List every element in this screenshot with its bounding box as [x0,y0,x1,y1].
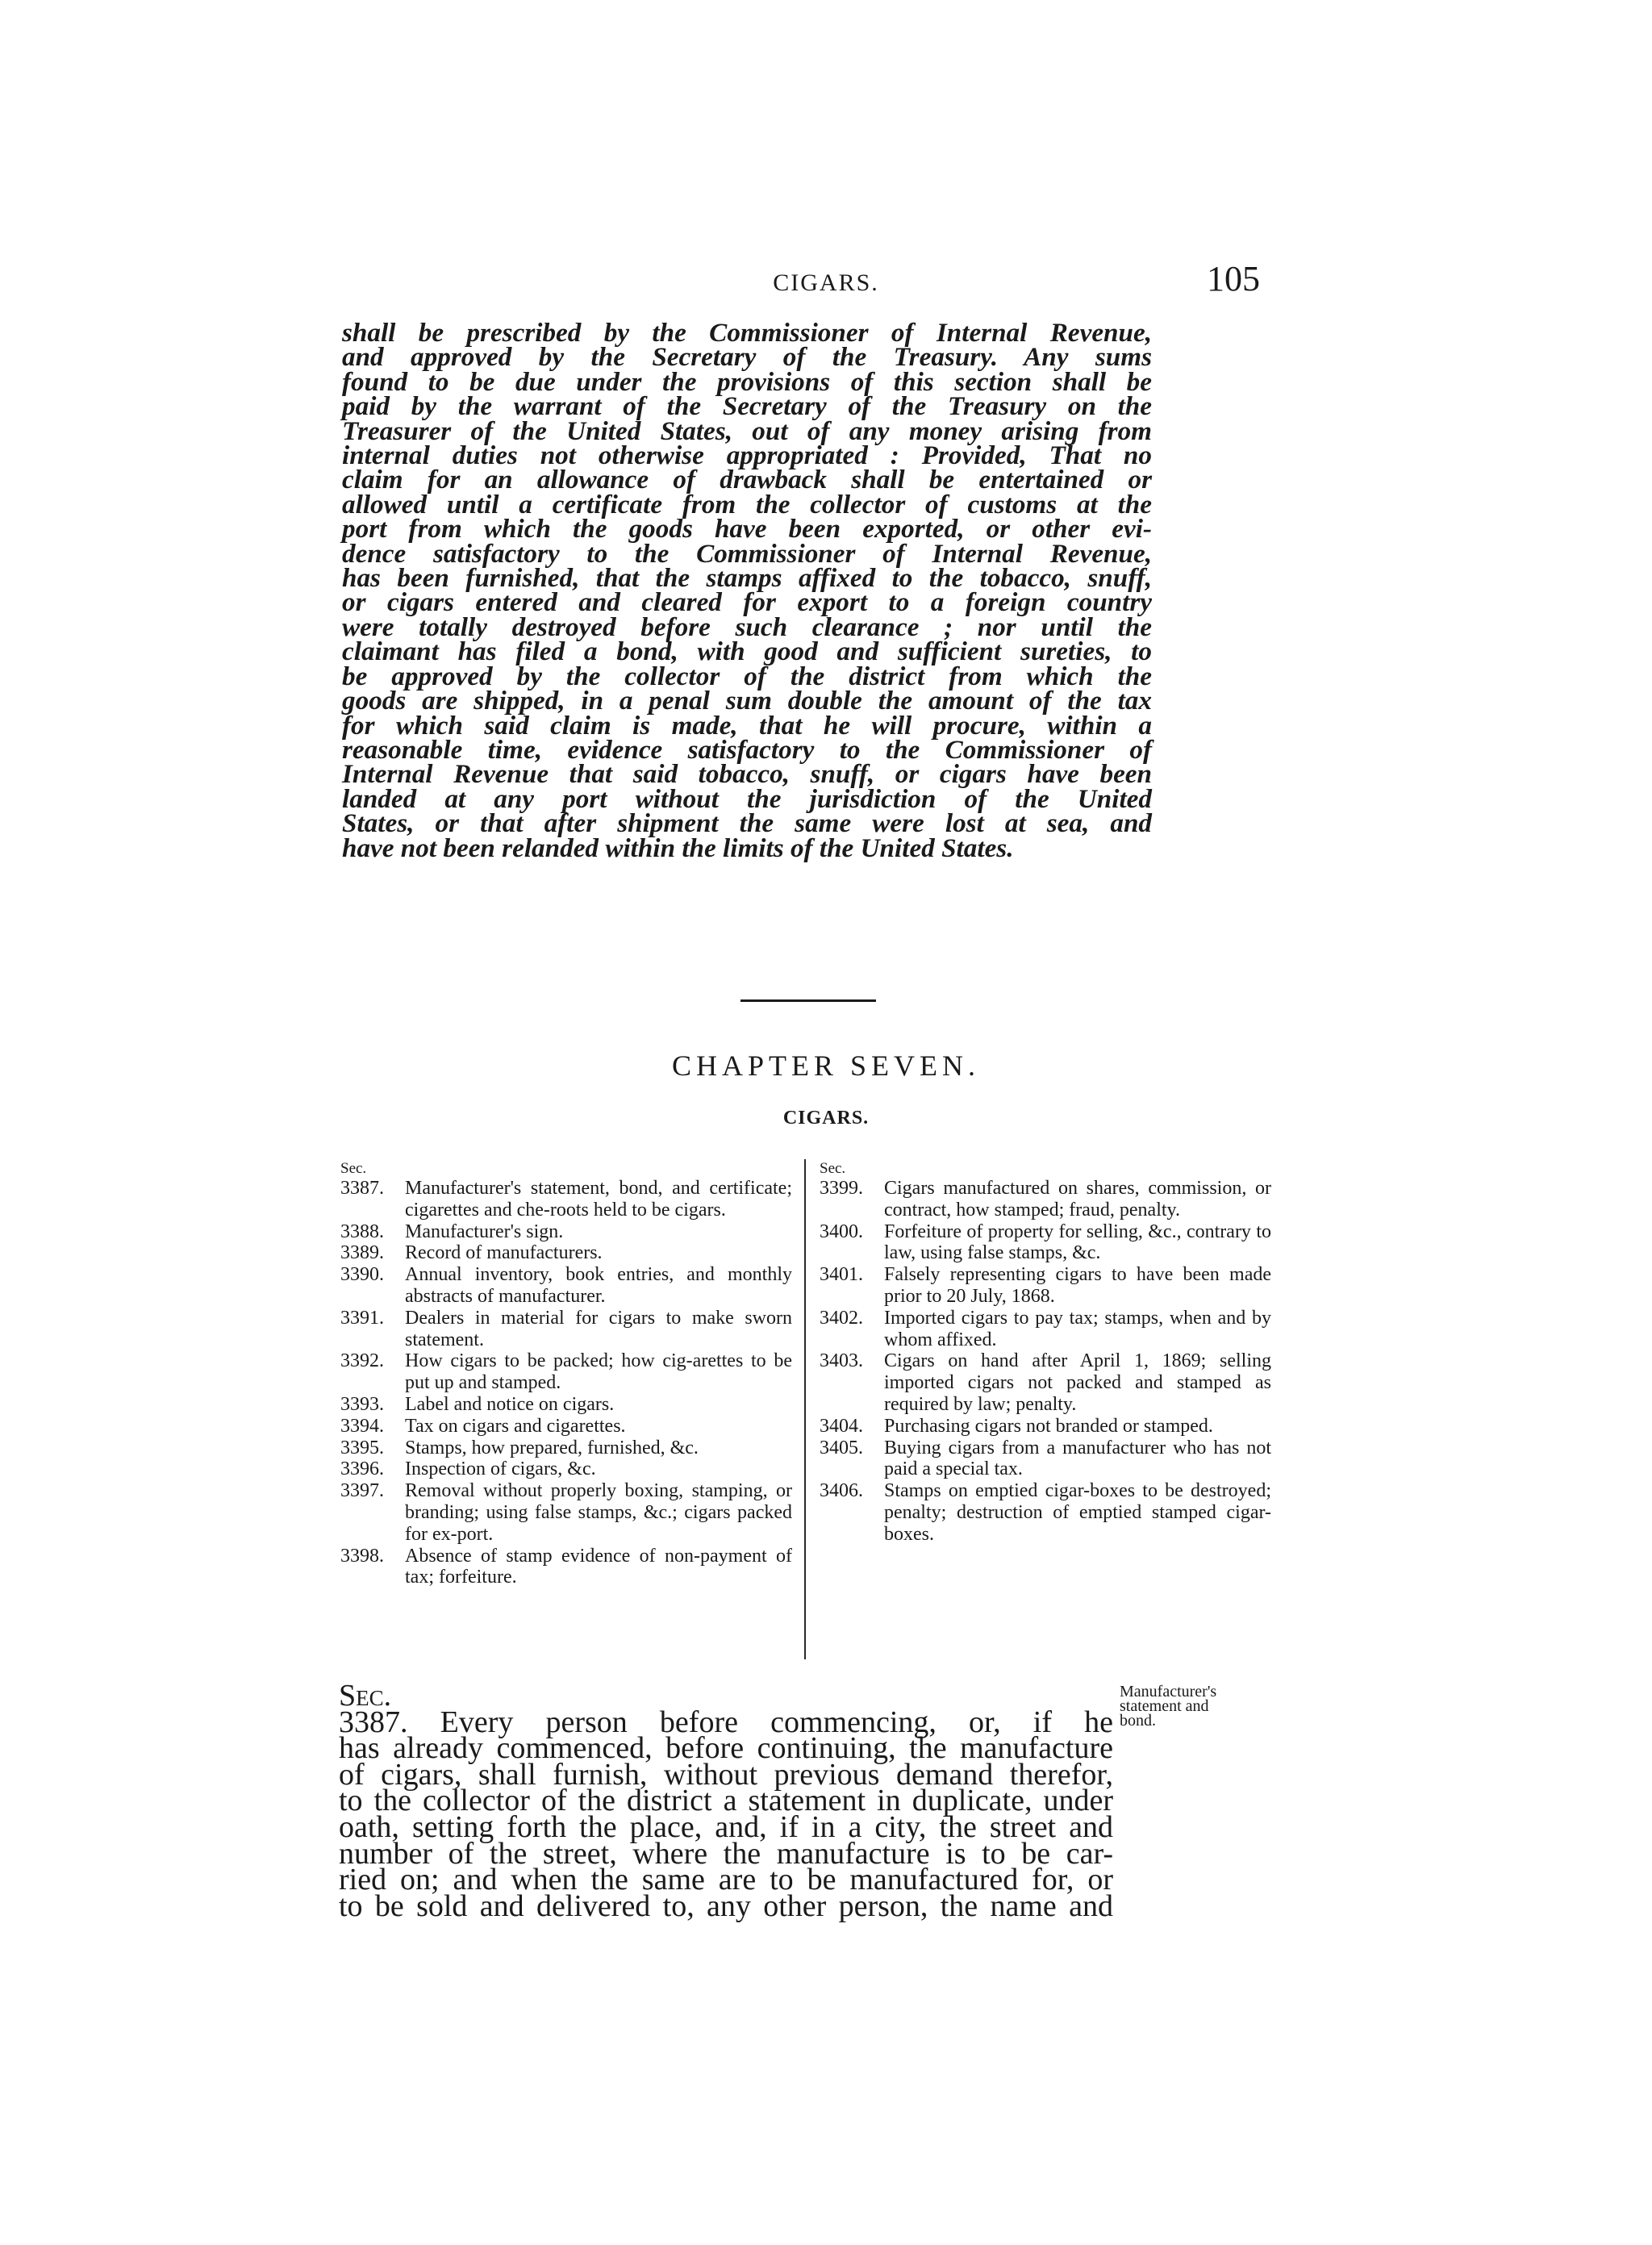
toc-section-number: 3403. [820,1350,863,1372]
text-line: landed at any port without the jurisdiction of the United [342,783,1152,814]
toc-section-number: 3406. [820,1480,863,1502]
toc-section-number: 3401. [820,1264,863,1286]
toc-section-text: Tax on cigars and cigarettes. [405,1415,626,1437]
text-line: claimant has filed a bond, with good and sufficient sureties, to [342,636,1152,667]
toc-section-text: Annual inventory, book entries, and monthly abstracts of manufacturer. [405,1264,792,1307]
toc-entry [820,1221,1271,1265]
toc-entry [340,1546,792,1589]
text-line: and approved by the Secretary of the Treasury. Any sums [342,342,1152,373]
toc-entry [340,1242,792,1264]
toc-section-number: 3391. [340,1307,384,1329]
section-lead: Sec. [339,1679,392,1713]
toc-section-text: How cigars to be packed; how cig-arettes to be put up and stamped. [405,1350,792,1394]
toc-entry [820,1178,1271,1221]
text-line: States, or that after shipment the same were lost at sea, and [342,808,1152,839]
toc-section-number: 3397. [340,1480,384,1502]
toc-section-number: 3396. [340,1458,384,1480]
toc-sec-label: Sec. [820,1160,846,1177]
section-divider-rule [740,999,876,1002]
toc-section-number: 3398. [340,1545,384,1567]
toc-section-number: 3402. [820,1307,863,1329]
text-line: oath, setting forth the place, and, if in a city, the street and [339,1809,1113,1844]
toc-section-text: Manufacturer's statement, bond, and certificate; cigarettes and che-roots held to be cigars. [405,1178,792,1221]
toc-section-number: 3395. [340,1437,384,1458]
toc-section-text: Falsely representing cigars to have been made prior to 20 July, 1868. [884,1264,1271,1307]
text-line: allowed until a certificate from the collector of customs at the [342,489,1152,520]
toc-entry [820,1480,1271,1545]
toc-entry [820,1350,1271,1415]
toc-section-number: 3404. [820,1415,863,1437]
toc-entry [340,1350,792,1394]
text-line: number of the street, where the manufacture is to be car- [339,1836,1113,1871]
text-fragment: 3387. Every person before commencing, or, if he [339,1705,1113,1739]
text-line: to be sold and delivered to, any other person, the name and [339,1888,1113,1923]
italic-continuation-paragraph [342,318,1152,863]
toc-section-number: 3392. [340,1350,384,1372]
page-number: 105 [1207,259,1260,298]
text-line: dence satisfactory to the Commissioner of Internal Revenue, [342,538,1152,569]
toc-entry [820,1416,1271,1438]
toc-section-text: Dealers in material for cigars to make sworn statement. [405,1307,792,1350]
text-line: or cigars entered and cleared for export to a foreign country [342,587,1152,618]
toc-column-divider [804,1159,806,1659]
toc-entry [340,1308,792,1351]
marginal-line: Manufacturer's [1120,1683,1217,1700]
toc-entry [340,1264,792,1308]
text-line: Internal Revenue that said tobacco, snuff, or cigars have been [342,759,1152,790]
toc-entry [340,1416,792,1438]
text-line: for which said claim is made, that he will procure, within a [342,710,1152,741]
text-line [339,1679,1113,1739]
toc-section-text: Buying cigars from a manufacturer who has not paid a special tax. [884,1437,1271,1480]
toc-section-number: 3389. [340,1242,384,1264]
marginal-line: statement and [1120,1697,1209,1715]
text-line: of cigars, shall furnish, without previous demand therefor, [339,1757,1113,1792]
running-title: CIGARS. [773,269,879,296]
marginal-line: bond. [1120,1712,1156,1730]
text-line: port from which the goods have been exported, or other evi- [342,514,1152,545]
text-line: were totally destroyed before such clearance ; nor until the [342,611,1152,642]
section-3387-paragraph [339,1679,1113,1923]
toc-section-text: Label and notice on cigars. [405,1393,615,1415]
toc-section-text: Purchasing cigars not branded or stamped. [884,1415,1213,1437]
toc-section-text: Cigars on hand after April 1, 1869; selling imported cigars not packed and stamped as required by law; penalty. [884,1350,1271,1415]
toc-section-number: 3393. [340,1393,384,1415]
toc-section-number: 3387. [340,1178,384,1199]
toc-entry [340,1394,792,1416]
toc-section-text: Stamps, how prepared, furnished, &c. [405,1437,699,1458]
toc-section-number: 3399. [820,1178,863,1199]
text-line: claim for an allowance of drawback shall be entertained or [342,465,1152,495]
toc-section-text: Inspection of cigars, &c. [405,1458,596,1480]
page-header [0,258,1652,307]
text-line: ried on; and when the same are to be manufactured for, or [339,1863,1113,1897]
text-line: has already commenced, before continuing, the manufacture [339,1731,1113,1766]
text-line: shall be prescribed by the Commissioner of Internal Revenue, [342,318,1152,348]
toc-entry [340,1221,792,1243]
toc-section-text: Manufacturer's sign. [405,1221,564,1242]
toc-section-text: Forfeiture of property for selling, &c., contrary to law, using false stamps, &c. [884,1221,1271,1264]
text-line: paid by the warrant of the Secretary of the Treasury on the [342,391,1152,422]
toc-section-number: 3394. [340,1415,384,1437]
toc-section-number: 3390. [340,1264,384,1286]
toc-entry [340,1458,792,1480]
toc-section-number: 3388. [340,1221,384,1242]
text-line: to the collector of the district a statement in duplicate, under [339,1784,1113,1818]
toc-section-text: Record of manufacturers. [405,1242,603,1264]
toc-entry [820,1308,1271,1351]
toc-section-number: 3400. [820,1221,863,1242]
toc-section-text: Stamps on emptied cigar-boxes to be destroyed; penalty; destruction of emptied stamped cigar-boxes. [884,1480,1271,1545]
text-line: found to be due under the provisions of this section shall be [342,366,1152,397]
text-line: internal duties not otherwise appropriated : Provided, That no [342,440,1152,471]
text-line: have not been relanded within the limits of the United States. [342,832,1014,863]
text-line: be approved by the collector of the district from which the [342,661,1152,691]
chapter-title: CHAPTER SEVEN. [671,1049,981,1082]
toc-section-text: Removal without properly boxing, stamping, or branding; using false stamps, &c.; cigars packed for ex-port. [405,1480,792,1545]
text-line: Treasurer of the United States, out of any money arising from [342,415,1152,446]
toc-entry [820,1264,1271,1308]
toc-entry [340,1178,792,1221]
chapter-subtitle: CIGARS. [782,1108,870,1129]
toc-sec-label: Sec. [340,1160,367,1177]
marginal-note [1120,1684,1281,1728]
text-line: reasonable time, evidence satisfactory to the Commissioner of [342,734,1152,765]
toc-section-text: Absence of stamp evidence of non-payment of tax; forfeiture. [405,1545,792,1588]
toc-section-text: Cigars manufactured on shares, commission, or contract, how stamped; fraud, penalty. [884,1178,1271,1221]
toc-section-text: Imported cigars to pay tax; stamps, when and by whom affixed. [884,1307,1271,1350]
toc-right-column [820,1160,1271,1546]
toc-left-column [340,1160,792,1588]
text-line: has been furnished, that the stamps affixed to the tobacco, snuff, [342,563,1152,594]
toc-entry [820,1438,1271,1481]
toc-entry [340,1480,792,1545]
toc-entry [340,1438,792,1459]
text-line: goods are shipped, in a penal sum double the amount of the tax [342,686,1152,716]
toc-section-number: 3405. [820,1437,863,1458]
